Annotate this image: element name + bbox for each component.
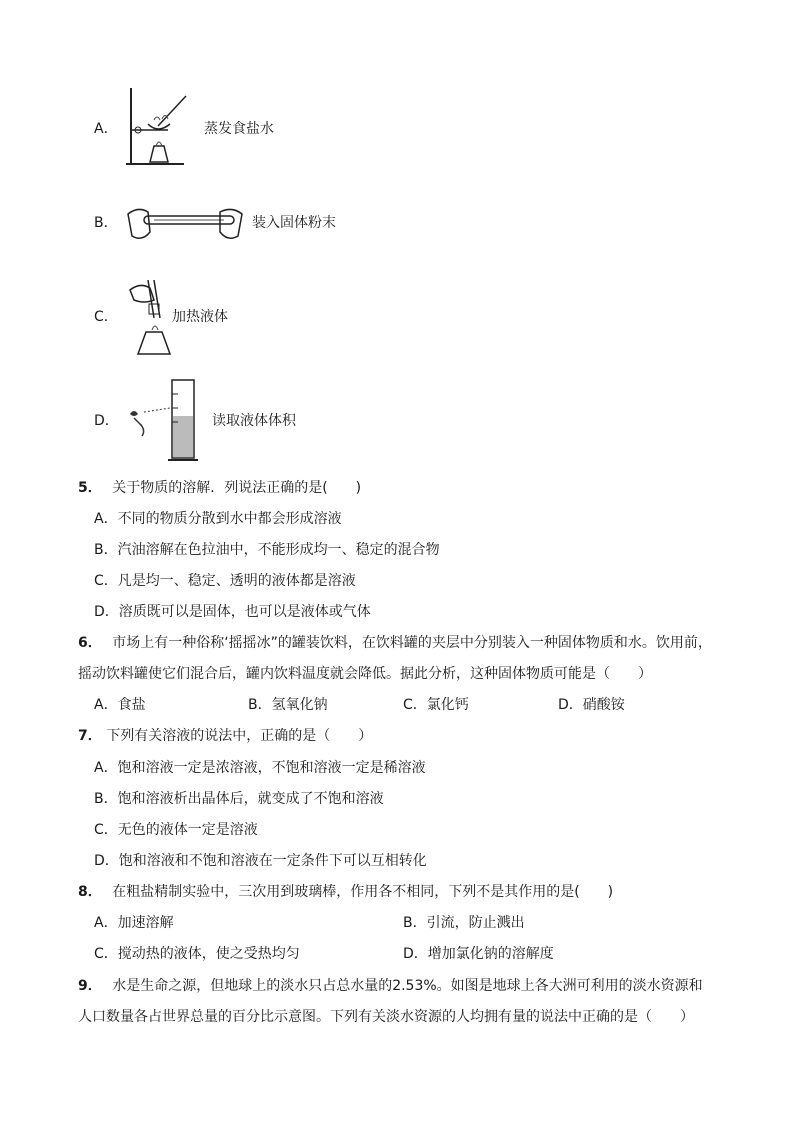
question-text: 市场上有一种俗称‘摇摇冰”的罐装饮料，在饮料罐的夹层中分别装入一种固体物质和水。饮用前， (112, 635, 712, 651)
question-6-stem (78, 633, 712, 653)
option-caption: 加热液体 (172, 309, 228, 325)
q8-option-c: C．搅动热的液体，使之受热均匀 (94, 946, 300, 962)
test-tube-powder-loading-icon (124, 196, 248, 250)
q7-option-b: B．饱和溶液析出晶体后，就变成了不饱和溶液 (94, 791, 384, 807)
question-number: 7． (78, 728, 102, 744)
option-caption: 装入固体粉末 (252, 215, 336, 231)
q7-option-d: D．饱和溶液和不饱和溶液在一定条件下可以互相转化 (94, 853, 427, 869)
q5-option-c: C．凡是均一、稳定、透明的液体都是溶液 (94, 573, 356, 589)
question-text: 下列有关溶液的说法中，正确的是（ ） (106, 728, 373, 744)
option-letter: C． (94, 309, 118, 325)
q8-option-a: A．加速溶解 (94, 915, 174, 931)
question-5-stem (78, 478, 361, 498)
option-letter: D． (94, 413, 119, 429)
q4-option-d (94, 376, 394, 464)
question-text: 关于物质的溶解．列说法正确的是( ) (112, 480, 362, 496)
q6-option-c: C．氯化钙 (403, 697, 469, 713)
question-number: 8． (78, 884, 102, 900)
q5-option-d: D．溶质既可以是固体，也可以是液体或气体 (94, 604, 371, 620)
heating-liquid-flask-icon (124, 278, 176, 358)
q8-option-d: D．增加氯化钠的溶解度 (403, 946, 554, 962)
q7-option-c: C．无色的液体一定是溶液 (94, 822, 258, 838)
option-caption: 读取液体体积 (212, 413, 296, 429)
option-letter: A． (94, 121, 118, 137)
option-caption: 蒸发食盐水 (204, 121, 274, 137)
question-9-stem-continued: 人口数量各占世界总量的百分比示意图。下列有关淡水资源的人均拥有量的说法中正确的是（ ） (78, 1009, 694, 1025)
q8-option-b: B．引流，防止溅出 (403, 915, 525, 931)
q4-option-a (94, 84, 394, 170)
question-9-stem (78, 976, 703, 996)
question-text: 在粗盐精制实验中，三次用到玻璃棒，作用各不相同，下列不是其作用的是( ) (112, 884, 614, 900)
graduated-cylinder-reading-icon (124, 376, 214, 464)
evaporation-apparatus-icon (124, 84, 194, 170)
question-8-stem (78, 882, 613, 902)
question-number: 5． (78, 480, 102, 496)
q5-option-b: B．汽油溶解在色拉油中，不能形成均一、稳定的混合物 (94, 542, 440, 558)
question-6-stem-continued: 摇动饮料罐使它们混合后，罐内饮料温度就会降低。据此分析，这种固体物质可能是（ ） (78, 666, 652, 682)
q7-option-a: A．饱和溶液一定是浓溶液，不饱和溶液一定是稀溶液 (94, 760, 426, 776)
q6-option-b: B．氢氧化钠 (248, 697, 328, 713)
question-text: 水是生命之源，但地球上的淡水只占总水量的2.53%。如图是地球上各大洲可利用的淡水资源和 (112, 978, 703, 994)
q5-option-a: A．不同的物质分散到水中都会形成溶液 (94, 511, 342, 527)
q4-option-b (94, 196, 394, 250)
q6-option-a: A．食盐 (94, 697, 146, 713)
option-letter: B． (94, 215, 118, 231)
question-number: 9． (78, 978, 102, 994)
q4-option-c (94, 278, 394, 358)
question-number: 6． (78, 635, 102, 651)
q6-option-d: D．硝酸铵 (558, 697, 625, 713)
question-7-stem (78, 726, 372, 746)
